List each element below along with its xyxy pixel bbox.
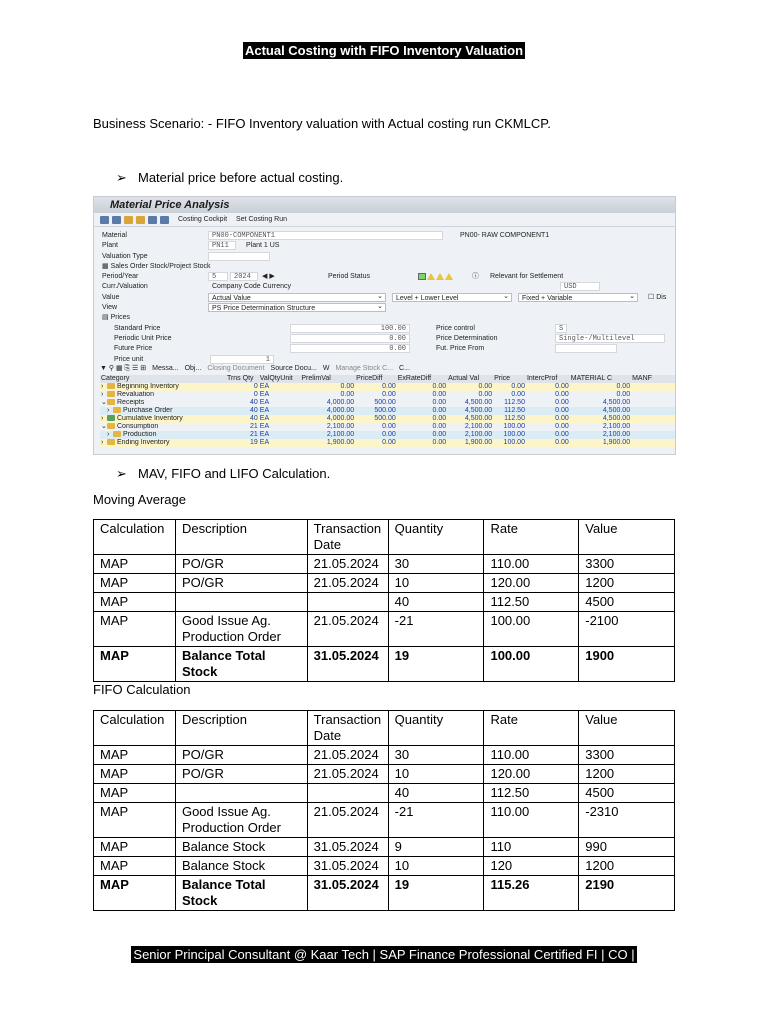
price-control-label: Price control: [436, 324, 475, 332]
fut-price-from-label: Fut. Price From: [436, 345, 485, 353]
grid-icon[interactable]: [148, 216, 157, 224]
document-icon[interactable]: [112, 216, 121, 224]
sap-grid-row[interactable]: ⌄ Consumption 21 EA 2,100.00 0.00 0.00 2,100.00 100.00 0.00 2,100.00: [101, 423, 631, 430]
sap-grid-row[interactable]: › Production 21 EA 2,100.00 0.00 0.00 2,100.00 100.00 0.00 2,100.00: [100, 431, 675, 439]
price-determination-label: Price Determination: [436, 334, 498, 342]
sap-grid-row[interactable]: ⌄ Receipts 40 EA 4,000.00 500.00 0.00 4,500.00 112.50 0.00 4,500.00: [101, 399, 631, 406]
currency-value: Company Code Currency: [212, 283, 291, 291]
folder-icon: [107, 391, 115, 397]
grid-button-manage-stock[interactable]: Manage Stock C...: [335, 365, 394, 372]
grid-button-closing-document[interactable]: Closing Document: [207, 365, 265, 372]
grid-tool-icons[interactable]: ▼ ⚲ ▦ ⎘ ☰ ⊞: [100, 365, 147, 372]
bullet-text: Material price before actual costing.: [138, 170, 344, 185]
price-control-field: S: [555, 324, 567, 333]
costing-cockpit-button[interactable]: Costing Cockpit: [178, 216, 228, 223]
col-exratediff[interactable]: ExRateDiff: [397, 375, 447, 383]
folder-icon: [107, 399, 115, 405]
col-pricediff[interactable]: PriceDiff: [355, 375, 397, 383]
relevant-settlement-label: Relevant for Settlement: [490, 273, 564, 281]
bullet-calculation: [116, 466, 330, 482]
view-dropdown[interactable]: PS Price Determination Structure ⌄: [208, 303, 386, 312]
table-row: MAP 40 112.50 4500: [94, 593, 675, 612]
period-field[interactable]: 5: [208, 272, 228, 281]
hierarchy-icon[interactable]: [124, 216, 133, 224]
refresh-icon[interactable]: [100, 216, 109, 224]
col-intercprof[interactable]: IntercProf: [526, 375, 570, 383]
sap-grid-row[interactable]: › Cumulative Inventory 40 EA 4,000.00 500.00 0.00 4,500.00 112.50 0.00 4,500.00: [100, 415, 675, 423]
sap-grid-row[interactable]: › Revaluation 0 EA 0.00 0.00 0.00 0.00 0.00 0.00 0.00: [101, 391, 631, 398]
sap-grid-header: [100, 375, 675, 383]
table-row: MAP Balance Stock 31.05.2024 10 120 1200: [94, 857, 675, 876]
col-actual-val[interactable]: Actual Val: [447, 375, 493, 383]
table-row: MAP PO/GR 21.05.2024 30 110.00 3300: [94, 555, 675, 574]
fifo-heading: FIFO Calculation: [93, 682, 191, 697]
info-icon[interactable]: ⓘ: [472, 273, 479, 281]
fut-price-from-field: [555, 344, 617, 353]
future-price-label: Future Price: [114, 345, 153, 353]
table-header-row: Calculation Description Transaction Date Quantity Rate Value: [94, 711, 675, 746]
sales-order-stock-label: ▦ Sales Order Stock/Project Stock: [102, 262, 211, 270]
table-row: MAP Good Issue Ag. Production Order 21.05.2024 -21 110.00 -2310: [94, 803, 675, 838]
sap-toolbar: [94, 213, 675, 227]
period-year-label: Period/Year: [102, 273, 139, 281]
prices-icon: ▤: [102, 314, 111, 322]
price-determination-field: Single-/Multilevel: [555, 334, 665, 343]
bullet-material-price: [116, 170, 343, 186]
business-scenario: Business Scenario: - FIFO Inventory valuation with Actual costing run CKMLCP.: [93, 116, 551, 131]
material-description: PN00- RAW COMPONENT1: [460, 232, 550, 239]
sap-grid-row[interactable]: › Purchase Order 40 EA 4,000.00 500.00 0.00 4,500.00 112.50 0.00 4,500.00: [100, 407, 675, 415]
grid-button-c[interactable]: C...: [399, 365, 410, 372]
plant-label: Plant: [102, 242, 118, 250]
bullet-text: MAV, FIFO and LIFO Calculation.: [138, 466, 331, 481]
status-lights-icon: [418, 273, 453, 280]
period-prev-next-icon[interactable]: ◀ ▶: [262, 273, 275, 281]
sap-grid-toolbar: [100, 363, 670, 374]
page-footer: [0, 947, 768, 962]
currency-code-field: USD: [560, 282, 600, 291]
arrowhead-bullet-icon: ➢: [116, 170, 127, 185]
table-total-row: MAP Balance Total Stock 31.05.2024 19 115.26 2190: [94, 876, 675, 911]
grid-button-source-document[interactable]: Source Docu...: [270, 365, 317, 372]
folder-icon: [107, 423, 115, 429]
table-row: MAP PO/GR 21.05.2024 10 120.00 1200: [94, 574, 675, 593]
fifo-table: [93, 710, 675, 911]
document-title: [0, 43, 768, 58]
value-dropdown[interactable]: Actual Value ⌄: [208, 293, 386, 302]
plant-field[interactable]: PN11: [208, 241, 236, 250]
sap-grid-row[interactable]: › Beginning Inventory 0 EA 0.00 0.00 0.00 0.00 0.00 0.00 0.00: [100, 383, 675, 391]
plant-description: Plant 1 US: [246, 242, 280, 250]
col-prelimval[interactable]: PrelimVal: [300, 375, 355, 383]
sap-material-price-analysis-screenshot: [93, 196, 676, 455]
col-category[interactable]: Category: [100, 375, 226, 383]
folder-icon: [113, 407, 121, 413]
periodic-unit-price-label: Periodic Unit Price: [114, 334, 172, 342]
folder-icon: [107, 383, 115, 389]
footer-text: Senior Principal Consultant @ Kaar Tech | SAP Finance Professional Certified FI | CO |: [133, 947, 635, 962]
view-label: View: [102, 304, 118, 312]
table-row: MAP PO/GR 21.05.2024 30 110.00 3300: [94, 746, 675, 765]
grid-button-objects[interactable]: Obj...: [184, 365, 202, 372]
set-costing-run-button[interactable]: Set Costing Run: [236, 216, 288, 223]
grid-button-w[interactable]: W: [322, 365, 330, 372]
folder-icon[interactable]: [136, 216, 145, 224]
year-field[interactable]: 2024: [230, 272, 258, 281]
sap-grid-row[interactable]: › Ending Inventory 19 EA 1,900.00 0.00 0.00 1,900.00 100.00 0.00 1,900.00: [100, 439, 675, 447]
period-status-label: Period Status: [328, 273, 371, 281]
value-label: Value: [102, 293, 120, 301]
price-unit-field: 1: [210, 355, 274, 364]
sap-price-grid: [100, 375, 675, 447]
material-field[interactable]: PN00-COMPONENT1: [208, 231, 443, 240]
dis-checkbox[interactable]: ☐ Dis: [648, 293, 667, 301]
stock-icon: ▦: [102, 262, 111, 270]
document-title-text: Actual Costing with FIFO Inventory Valuation: [244, 43, 524, 58]
col-trns-qty[interactable]: Trns Qty: [226, 375, 259, 383]
table-row: MAP PO/GR 21.05.2024 10 120.00 1200: [94, 765, 675, 784]
standard-price-field: 100.00: [290, 324, 410, 333]
table-row: MAP Good Issue Ag. Production Order 21.05.2024 -21 100.00 -2100: [94, 612, 675, 647]
table-row: MAP Balance Stock 31.05.2024 9 110 990: [94, 838, 675, 857]
table-total-row: MAP Balance Total Stock 31.05.2024 19 100.00 1900: [94, 647, 675, 682]
table-header-row: Calculation Description Transaction Date Quantity Rate Value: [94, 520, 675, 555]
arrowhead-bullet-icon: ➢: [116, 466, 127, 481]
level-dropdown[interactable]: Level + Lower Level ⌄: [392, 293, 512, 302]
col-valqtyunit[interactable]: ValQtyUnit: [259, 375, 301, 383]
fixed-variable-dropdown[interactable]: Fixed + Variable ⌄: [518, 293, 638, 302]
moving-average-heading: Moving Average: [93, 492, 186, 507]
standard-price-label: Standard Price: [114, 324, 161, 332]
cumulative-icon: [107, 415, 115, 421]
sap-selection-form: [100, 231, 670, 365]
material-label: Material: [102, 232, 127, 239]
future-price-field: 0.00: [290, 344, 410, 353]
col-material-c[interactable]: MATERIAL C: [570, 375, 631, 383]
prices-header[interactable]: ▤ Prices: [102, 314, 131, 322]
moving-average-table: [93, 519, 675, 682]
periodic-unit-price-field: 0.00: [290, 334, 410, 343]
col-price[interactable]: Price: [493, 375, 526, 383]
valuation-type-label: Valuation Type: [102, 252, 148, 260]
back-icon[interactable]: [160, 216, 169, 224]
currency-label: Curr./Valuation: [102, 283, 148, 291]
price-unit-label: Price unit: [114, 355, 144, 363]
col-manf[interactable]: MANF: [631, 375, 675, 383]
folder-icon: [113, 431, 121, 437]
grid-button-messages[interactable]: Messa...: [152, 365, 179, 372]
table-row: MAP 40 112.50 4500: [94, 784, 675, 803]
sap-window-title: Material Price Analysis: [94, 197, 675, 213]
valuation-type-field[interactable]: [208, 252, 270, 261]
folder-icon: [107, 439, 115, 445]
